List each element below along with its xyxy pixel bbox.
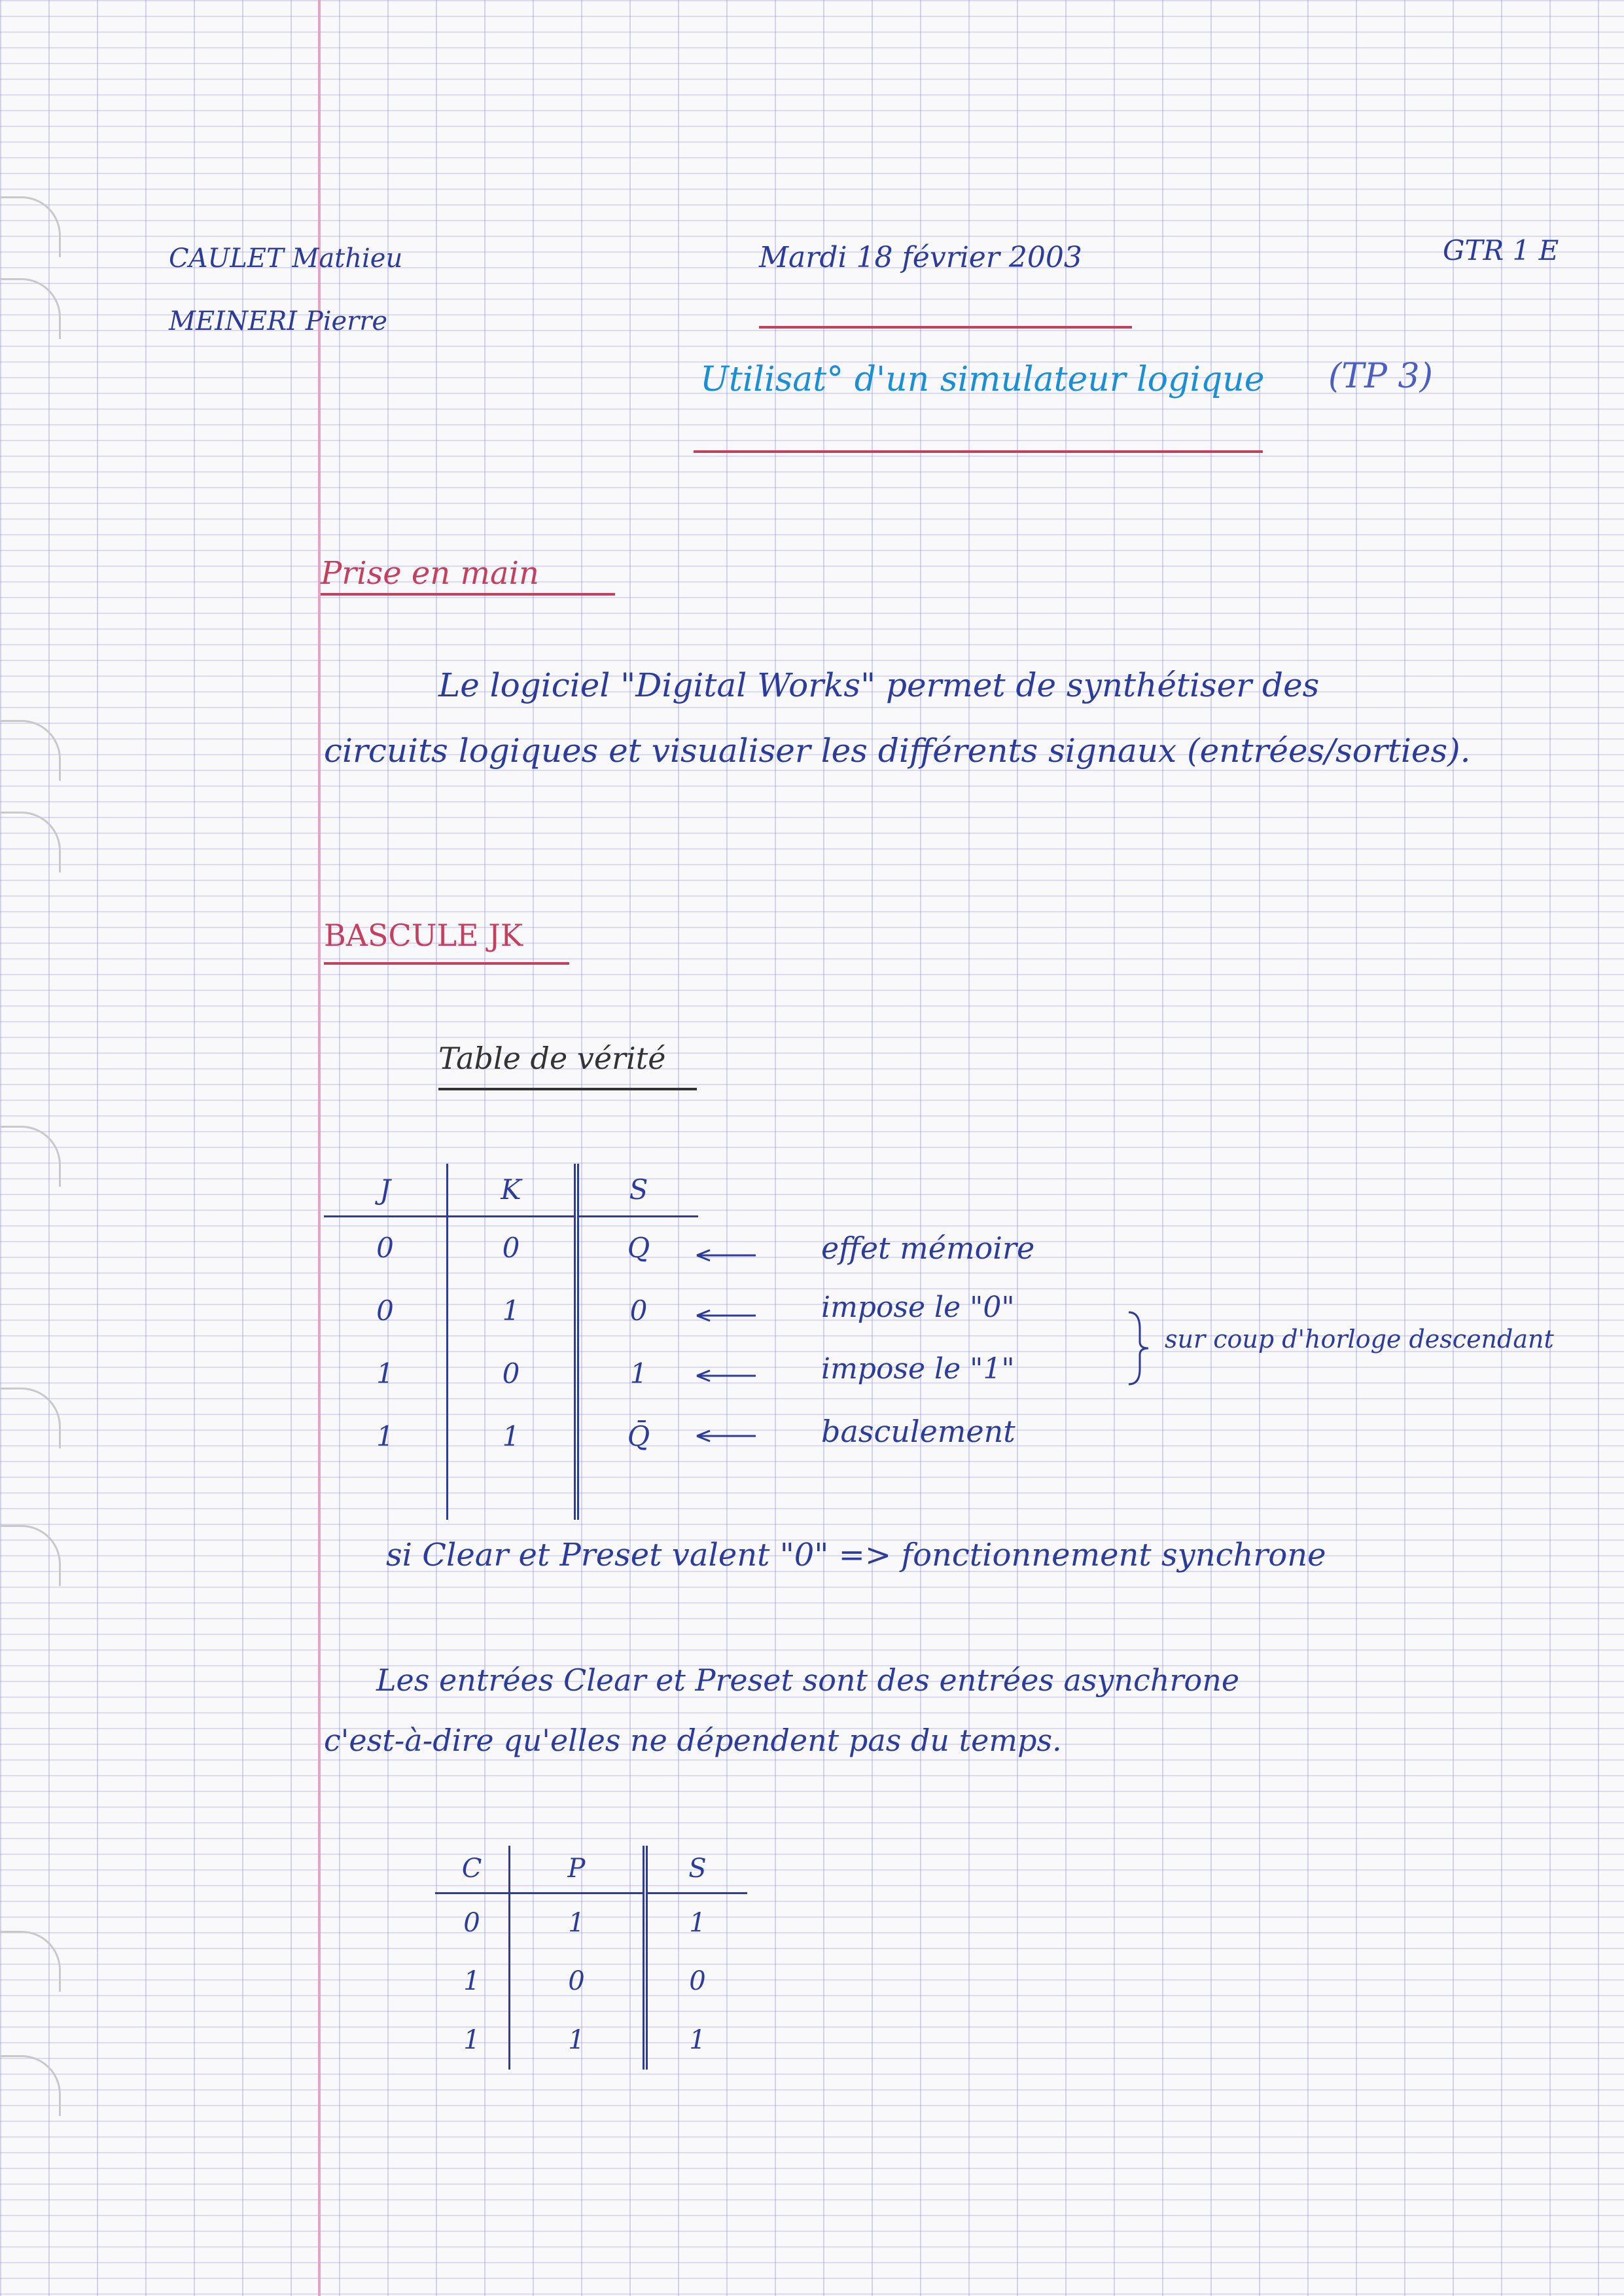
paragraph-line: Les entrées Clear et Preset sont des entrées asynchrone <box>376 1662 1240 1698</box>
binder-hole <box>0 1931 61 1992</box>
truth-table-jk <box>324 1164 698 1520</box>
table-cell: 1 <box>324 1342 448 1405</box>
table-cell: 1 <box>510 1893 646 1952</box>
table-header-cell: P <box>510 1846 646 1893</box>
paragraph-line: circuits logiques et visualiser les différents signaux (entrées/sorties). <box>324 732 1471 770</box>
binder-hole <box>0 720 61 781</box>
binder-hole <box>0 1126 61 1187</box>
date: Mardi 18 février 2003 <box>759 241 1082 274</box>
arrow-icons <box>694 1224 759 1453</box>
student-name: CAULET Mathieu <box>169 243 403 274</box>
table-cell: 0 <box>435 1893 510 1952</box>
paragraph-line: c'est-à-dire qu'elles ne dépendent pas du temps. <box>324 1723 1062 1758</box>
student-name: MEINERI Pierre <box>169 306 388 336</box>
arrow-left-icon <box>697 1431 756 1441</box>
table-cell: 1 <box>510 2011 646 2070</box>
binder-hole <box>0 278 61 339</box>
table-cell <box>324 1467 448 1520</box>
table-header-row <box>435 1846 747 1893</box>
note-basculement: basculement <box>821 1414 1015 1449</box>
binder-hole <box>0 1388 61 1448</box>
table-cell: 1 <box>448 1405 577 1467</box>
table-row <box>324 1342 698 1405</box>
table-cell: 0 <box>448 1216 577 1279</box>
table-cell: 1 <box>689 2025 706 2055</box>
group-label: GTR 1 E <box>1443 234 1559 266</box>
heading-underline <box>324 962 569 965</box>
table-cell: 1 <box>435 2011 510 2070</box>
binder-hole <box>0 1525 61 1586</box>
table-cell: 0 <box>324 1216 448 1279</box>
table-cell <box>448 1467 577 1520</box>
section-heading-prise-en-main: Prise en main <box>321 555 539 592</box>
note-impose-0: impose le "0" <box>821 1291 1015 1324</box>
table-cell: 0 <box>510 1952 646 2011</box>
table-header-cell: C <box>435 1846 510 1893</box>
title-underline <box>694 450 1263 453</box>
truth-table-cp <box>435 1846 747 2070</box>
date-underline <box>759 326 1132 329</box>
table-cell <box>576 1467 698 1520</box>
table-cell: 1 <box>324 1405 448 1467</box>
table-cell: Q̄ <box>627 1420 650 1452</box>
table-title-underline <box>438 1088 697 1090</box>
binder-hole <box>0 196 61 257</box>
table-cell: Q <box>627 1232 650 1265</box>
table-cell: 0 <box>448 1342 577 1405</box>
table-cell: 1 <box>629 1357 648 1390</box>
binder-hole <box>0 2055 61 2116</box>
table-cell: 1 <box>448 1279 577 1342</box>
table-cell: 1 <box>689 1907 706 1938</box>
table-header-row <box>324 1164 698 1216</box>
note-effet-memoire: effet mémoire <box>821 1230 1035 1266</box>
table-row <box>435 1893 747 1952</box>
arrow-left-icon <box>697 1250 756 1261</box>
table-row <box>435 1952 747 2011</box>
paragraph-line: Le logiciel "Digital Works" permet de synthétiser des <box>438 666 1320 704</box>
table-header-cell: S <box>576 1164 698 1216</box>
table-cell: 0 <box>689 1966 706 1996</box>
table-row <box>324 1405 698 1467</box>
page-title: Utilisat° d'un simulateur logique <box>700 360 1265 399</box>
note-impose-1: impose le "1" <box>821 1352 1015 1386</box>
note-horloge: sur coup d'horloge descendant <box>1165 1325 1554 1354</box>
table-row <box>324 1216 698 1279</box>
table-header-cell: K <box>448 1164 577 1216</box>
arrow-left-icon <box>697 1310 756 1321</box>
brace-icon <box>1125 1309 1152 1388</box>
section-heading-bascule-jk: BASCULE JK <box>324 918 523 953</box>
table-header-cell: J <box>324 1164 448 1216</box>
sync-line: si Clear et Preset valent "0" => fonctionnement synchrone <box>386 1537 1326 1573</box>
table-cell: 0 <box>324 1279 448 1342</box>
table-header-cell: S <box>645 1846 747 1893</box>
table-cell: 0 <box>629 1294 648 1327</box>
table-row <box>324 1279 698 1342</box>
table-title: Table de vérité <box>438 1041 666 1076</box>
heading-underline <box>321 593 615 596</box>
binder-hole <box>0 812 61 872</box>
table-cell: 1 <box>435 1952 510 2011</box>
table-row-spacer <box>324 1467 698 1520</box>
arrow-left-icon <box>697 1371 756 1381</box>
table-row <box>435 2011 747 2070</box>
tp-label: (TP 3) <box>1328 357 1433 396</box>
